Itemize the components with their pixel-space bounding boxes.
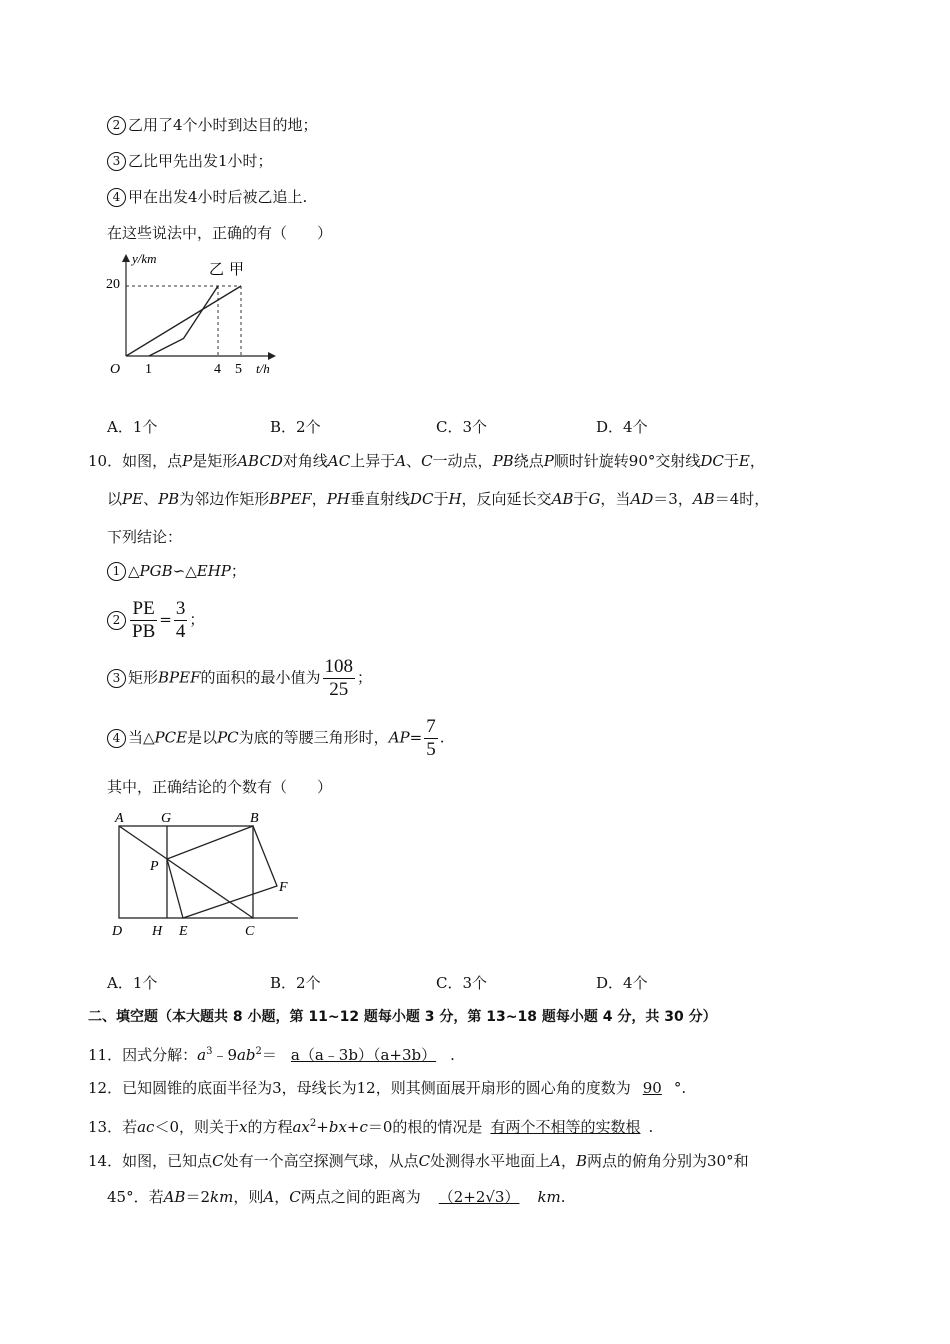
series-line-jia [126,286,241,356]
q9-line-chart [100,252,290,384]
q10-line1: 10．如图，点P是矩形ABCD对角线AC上异于A、C一动点，PB绕点P顺时针旋转90°交射线DC于E， [88,452,765,470]
label-F: F [279,880,288,895]
q13: 13．若ac＜0，则关于x的方程$ax^2+bx+c=0$的根的情况是 有两个不相等的实数根 . [88,1118,654,1136]
q10-option-d[interactable]: D．4个 [596,974,648,992]
label-G: G [161,811,172,826]
label-jia: 甲 [229,262,245,278]
q11-answer: a（a﹣3b）（a+3b） [290,1046,437,1064]
q14-answer: （2+2√3） [438,1188,520,1206]
q13-answer: 有两个不相等的实数根 [490,1118,641,1136]
q11: 11．因式分解：$a^3﹣9ab^2=$ a（a﹣3b）（a+3b） . [88,1046,455,1064]
q10-option-b[interactable]: B．2个 [270,974,321,992]
q10-conclusion-4: 4 当△PCE是以PC为底的等腰三角形时，AP= $\frac{7}{5}$ . [107,716,444,761]
label-H: H [152,924,163,939]
x-axis-arrow [268,352,276,360]
circled-number: 4 [107,188,126,207]
q10-option-c[interactable]: C．3个 [436,974,488,992]
q9-option-b[interactable]: B．2个 [270,418,321,436]
y-axis-label: y/km [132,252,157,266]
label-P: P [150,859,159,874]
q9-item-4: 4 甲在出发4小时后被乙追上. [107,186,307,208]
q10-line3: 下列结论： [107,528,183,546]
q10-option-a[interactable]: A．1个 [107,974,158,992]
label-A: A [115,811,124,826]
label-D: D [112,924,123,939]
q10-line2: 以PE、PB为邻边作矩形BPEF，PH垂直射线DC于H，反向延长交AB于G，当AD＝3，AB＝4时， [107,490,770,508]
x-tick-5: 5 [235,362,242,377]
section-2-heading: 二、填空题（本大题共 8 小题，第 11~12 题每小题 3 分，第 13~18 题每小题 4 分，共 30 分） [88,1009,717,1025]
q10-geometry-figure [105,808,305,940]
q14-line1: 14．如图，已知点C处有一个高空探测气球，从点C处测得水平地面上A，B两点的俯角分别为30°和 [88,1152,749,1170]
x-tick-1: 1 [145,362,152,377]
circled-number: 3 [107,152,126,171]
rect-bpef [167,826,277,918]
q12: 12．已知圆锥的底面半径为3，母线长为12，则其侧面展开扇形的圆心角的度数为 90 °. [88,1079,687,1097]
x-tick-4: 4 [214,362,221,377]
q9-option-d[interactable]: D．4个 [596,418,648,436]
origin-label: O [110,362,121,377]
q9-item-3: 3 乙比甲先出发1小时； [107,150,273,172]
label-C: C [245,924,255,939]
circled-number: 2 [107,116,126,135]
label-yi: 乙 [209,262,225,278]
label-E: E [179,924,188,939]
y-tick-20: 20 [106,277,120,292]
x-axis-label: t/h [256,361,270,376]
q10-conclusion-2: 2 $\frac{PE}{PB}$ = $\frac{3}{4}$ ； [107,598,204,643]
label-B: B [250,811,259,826]
q10-conclusion-1: 1 △PGB∽△EHP； [107,560,246,582]
q12-answer: 90 [642,1079,662,1097]
q14-line2: 45°．若AB＝2km，则A，C两点之间的距离为 （2+2√3） km. [107,1188,566,1206]
q9-option-a[interactable]: A．1个 [107,418,158,436]
q9-question: 在这些说法中，正确的有（ ） [107,224,333,242]
q9-item-2: 2 乙用了4个小时到达目的地； [107,114,318,136]
diagonal-ac [119,826,253,918]
q10-conclusion-3: 3 矩形BPEF的面积的最小值为 $\frac{108}{25}$ ； [107,656,372,701]
q9-option-c[interactable]: C．3个 [436,418,488,436]
q10-question: 其中，正确结论的个数有（ ） [107,778,333,796]
y-axis-arrow [122,254,130,262]
